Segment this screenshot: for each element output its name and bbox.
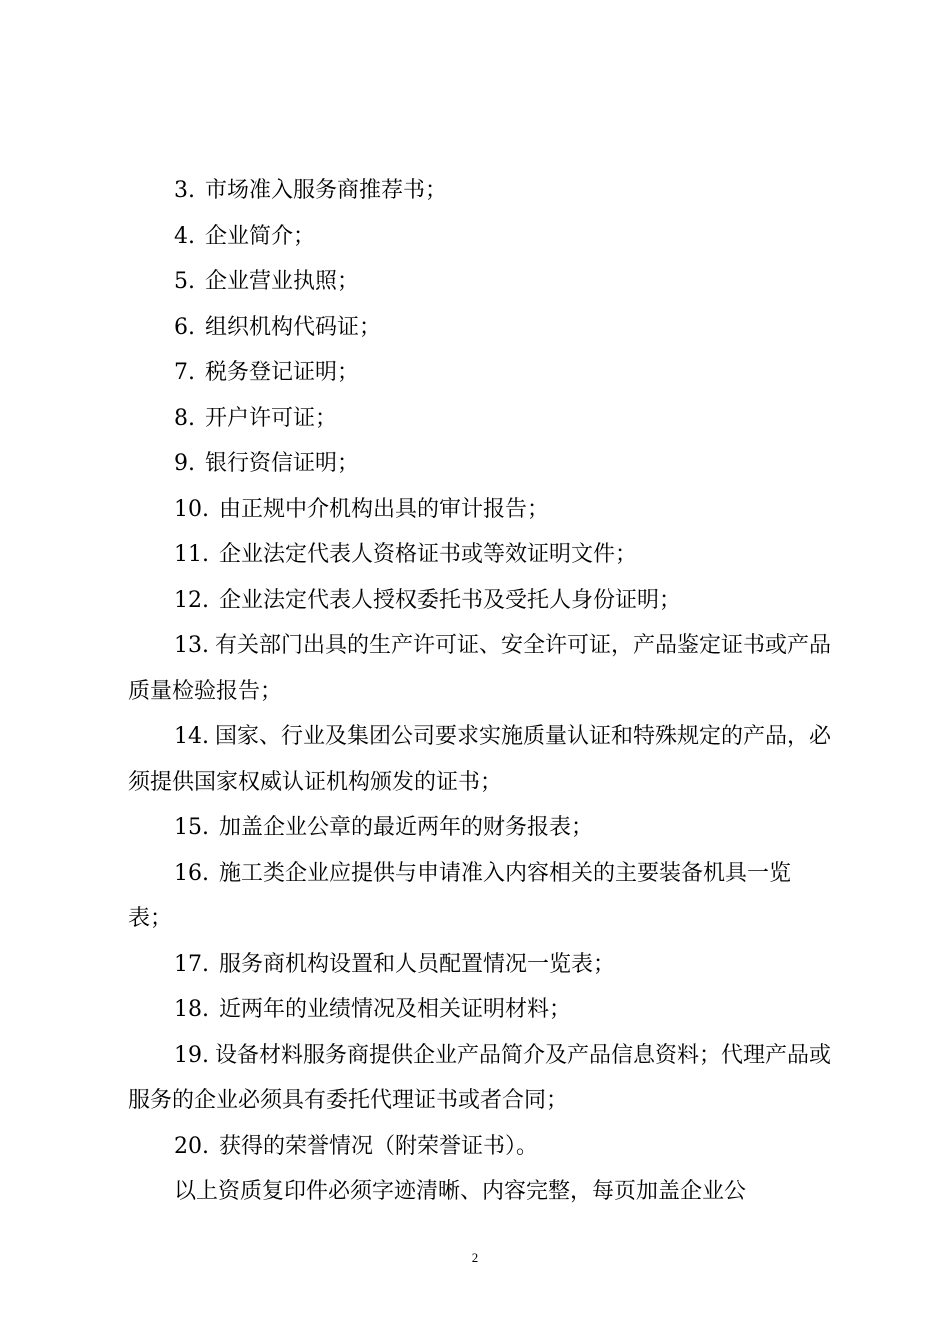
- list-item: [128, 714, 834, 805]
- item-text: 税务登记证明；: [205, 360, 360, 385]
- item-text: 企业营业执照；: [205, 269, 360, 294]
- item-number: 12.: [174, 587, 209, 613]
- item-text: 开户许可证；: [205, 405, 338, 431]
- item-number: 20.: [174, 1133, 209, 1159]
- list-item: [128, 532, 834, 578]
- closing-text: 以上资质复印件必须字迹清晰、内容完整，每页加盖企业公: [174, 1179, 747, 1204]
- list-item: [128, 851, 834, 942]
- list-item: [128, 805, 834, 851]
- item-number: 11.: [174, 542, 209, 567]
- list-item: [128, 987, 834, 1033]
- item-number: 13.: [174, 633, 209, 658]
- item-text: 市场准入服务商推荐书；: [205, 178, 448, 203]
- item-text: 银行资信证明；: [205, 451, 360, 476]
- item-text: 施工类企业应提供与申请准入内容相关的主要装备机具一览表；: [128, 860, 792, 931]
- item-number: 6.: [174, 314, 195, 340]
- item-number: 10.: [174, 496, 209, 522]
- item-number: 4.: [174, 223, 195, 249]
- item-text: 设备材料服务商提供企业产品简介及产品信息资料；代理产品或服务的企业必须具有委托代理证书或者合同；: [128, 1042, 832, 1113]
- list-item: [128, 1124, 834, 1170]
- item-text: 加盖企业公章的最近两年的财务报表；: [219, 815, 594, 840]
- page-number: 2: [471, 1250, 479, 1265]
- item-text: 有关部门出具的生产许可证、安全许可证，产品鉴定证书或产品质量检验报告；: [128, 633, 832, 704]
- item-number: 19.: [174, 1042, 209, 1068]
- list-item: [128, 396, 834, 442]
- item-number: 7.: [174, 360, 195, 385]
- closing-paragraph: [128, 1169, 834, 1215]
- item-text: 企业法定代表人资格证书或等效证明文件；: [219, 542, 638, 567]
- item-text: 获得的荣誉情况（附荣誉证书）。: [219, 1133, 539, 1159]
- list-item: [128, 441, 834, 487]
- list-item: [128, 305, 834, 351]
- list-item: [128, 942, 834, 988]
- list-item: [128, 1033, 834, 1124]
- list-item: [128, 623, 834, 714]
- item-number: 5.: [174, 269, 195, 294]
- item-text: 由正规中介机构出具的审计报告；: [219, 496, 550, 522]
- list-item: [128, 350, 834, 396]
- document-body: [128, 168, 834, 1215]
- item-number: 18.: [174, 997, 209, 1022]
- list-item: [128, 168, 834, 214]
- item-number: 8.: [174, 405, 195, 431]
- item-number: 15.: [174, 815, 209, 840]
- item-text: 组织机构代码证；: [205, 314, 382, 340]
- item-text: 服务商机构设置和人员配置情况一览表；: [219, 951, 616, 977]
- list-item: [128, 578, 834, 624]
- item-text: 近两年的业绩情况及相关证明材料；: [219, 997, 572, 1022]
- list-item: [128, 487, 834, 533]
- item-number: 3.: [174, 178, 195, 203]
- item-number: 16.: [174, 860, 209, 886]
- list-item: [128, 214, 834, 260]
- item-text: 国家、行业及集团公司要求实施质量认证和特殊规定的产品，必须提供国家权威认证机构颁发的证书；: [128, 724, 832, 795]
- item-number: 14.: [174, 724, 209, 749]
- item-number: 17.: [174, 951, 209, 977]
- item-text: 企业法定代表人授权委托书及受托人身份证明；: [219, 587, 682, 613]
- item-number: 9.: [174, 451, 195, 476]
- item-text: 企业简介；: [205, 223, 316, 249]
- list-item: [128, 259, 834, 305]
